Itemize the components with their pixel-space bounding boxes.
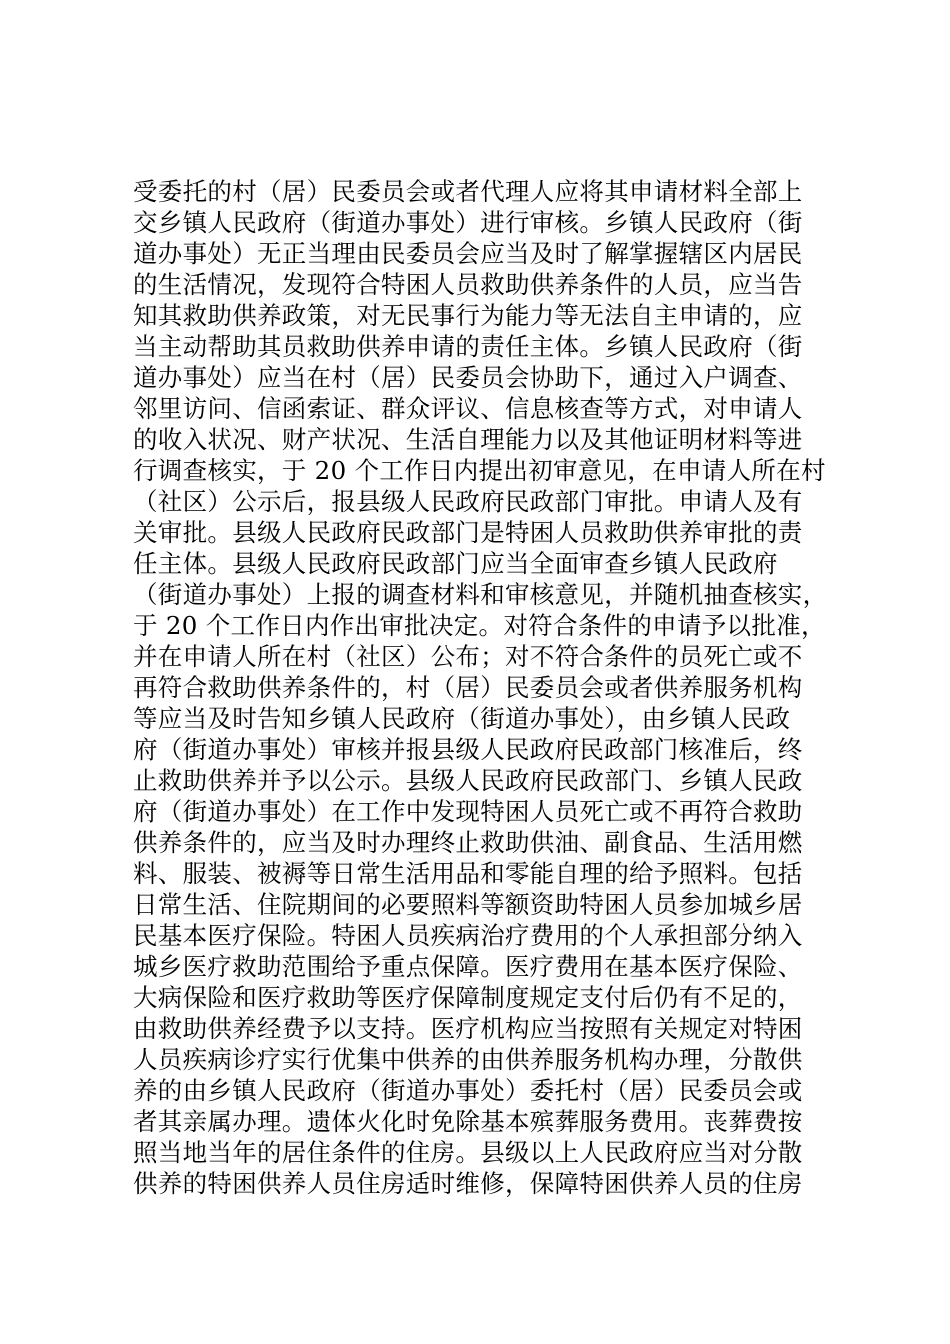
text-line: 任主体。县级人民政府民政部门应当全面审查乡镇人民政府 — [133, 549, 778, 578]
text-line: 的生活情况，发现符合特困人员救助供养条件的人员，应当告 — [133, 270, 803, 299]
text-line: 再符合救助供养条件的，村（居）民委员会或者供养服务机构 — [133, 673, 803, 702]
text-line: 供养的特困供养人员住房适时维修，保障特困供养人员的住房 — [133, 1169, 803, 1198]
text-line: 日常生活、住院期间的必要照料等额资助特困人员参加城乡居 — [133, 890, 803, 919]
text-line: 的收入状况、财产状况、生活自理能力以及其他证明材料等进 — [133, 425, 803, 454]
text-line: 道办事处）无正当理由民委员会应当及时了解掌握辖区内居民 — [133, 239, 803, 268]
text-line: 养的由乡镇人民政府（街道办事处）委托村（居）民委员会或 — [133, 1076, 803, 1105]
text-line: 人员疾病诊疗实行优集中供养的由供养服务机构办理，分散供 — [133, 1045, 803, 1074]
text-line: （街道办事处）上报的调查材料和审核意见，并随机抽查核实， — [133, 580, 828, 609]
text-line: 供养条件的，应当及时办理终止救助供油、副食品、生活用燃 — [133, 828, 803, 857]
text-line: 知其救助供养政策，对无民事行为能力等无法自主申请的，应 — [133, 301, 803, 330]
text-line: 关审批。县级人民政府民政部门是特困人员救助供养审批的责 — [133, 518, 803, 547]
text-line: 料、服装、被褥等日常生活用品和零能自理的给予照料。包括 — [133, 859, 803, 888]
text-line: 于 20 个工作日内作出审批决定。对符合条件的申请予以批准， — [133, 611, 826, 640]
text-line: 府（街道办事处）审核并报县级人民政府民政部门核准后，终 — [133, 735, 803, 764]
text-line: 邻里访问、信函索证、群众评议、信息核查等方式，对申请人 — [133, 394, 803, 423]
text-line: 道办事处）应当在村（居）民委员会协助下，通过入户调查、 — [133, 363, 803, 392]
text-line: 府（街道办事处）在工作中发现特困人员死亡或不再符合救助 — [133, 797, 803, 826]
text-line: 受委托的村（居）民委员会或者代理人应将其申请材料全部上 — [133, 177, 803, 206]
text-line: 大病保险和医疗救助等医疗保障制度规定支付后仍有不足的， — [133, 983, 803, 1012]
text-line: （社区）公示后，报县级人民政府民政部门审批。申请人及有 — [133, 487, 803, 516]
text-line: 交乡镇人民政府（街道办事处）进行审核。乡镇人民政府（街 — [133, 208, 803, 237]
text-line: 者其亲属办理。遗体火化时免除基本殡葬服务费用。丧葬费按 — [133, 1107, 803, 1136]
body-text — [133, 176, 833, 1199]
text-line: 照当地当年的居住条件的住房。县级以上人民政府应当对分散 — [133, 1138, 803, 1167]
text-line: 当主动帮助其员救助供养申请的责任主体。乡镇人民政府（街 — [133, 332, 803, 361]
text-line: 止救助供养并予以公示。县级人民政府民政部门、乡镇人民政 — [133, 766, 803, 795]
text-line: 等应当及时告知乡镇人民政府（街道办事处），由乡镇人民政 — [133, 704, 791, 733]
text-line: 行调查核实，于 20 个工作日内提出初审意见，在申请人所在村 — [133, 456, 826, 485]
text-line: 民基本医疗保险。特困人员疾病治疗费用的个人承担部分纳入 — [133, 921, 803, 950]
text-line: 由救助供养经费予以支持。医疗机构应当按照有关规定对特困 — [133, 1014, 803, 1043]
text-line: 并在申请人所在村（社区）公布；对不符合条件的员死亡或不 — [133, 642, 803, 671]
text-line: 城乡医疗救助范围给予重点保障。医疗费用在基本医疗保险、 — [133, 952, 803, 981]
